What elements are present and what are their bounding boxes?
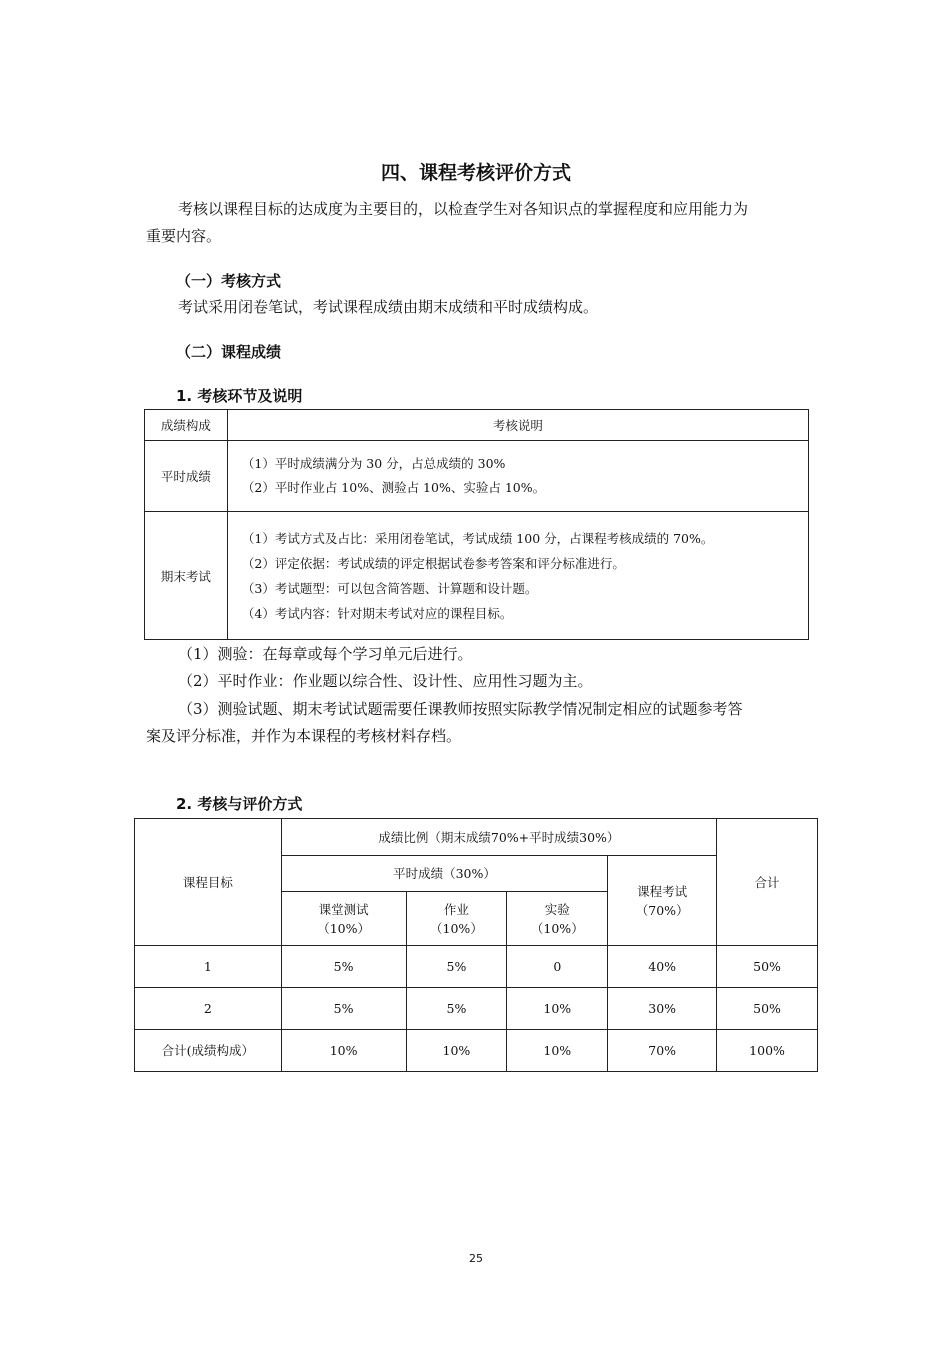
table-header-row bbox=[145, 410, 809, 441]
table-cell: 5% bbox=[281, 988, 406, 1030]
exam-header-line: 课程考试 bbox=[637, 883, 688, 899]
table-cell: 50% bbox=[717, 946, 818, 988]
header-line: 实验 bbox=[544, 901, 570, 917]
row-label: 期末考试 bbox=[145, 512, 228, 640]
table-cell: 100% bbox=[717, 1030, 818, 1072]
header-cell: 考核说明 bbox=[227, 410, 808, 441]
header-line: （10%） bbox=[430, 920, 483, 936]
homework-header bbox=[406, 892, 507, 946]
row-line: （2）评定依据：考试成绩的评定根据试卷参考答案和评分标准进行。 bbox=[241, 555, 625, 571]
note-3-continued: 案及评分标准，并作为本课程的考核材料存档。 bbox=[146, 727, 462, 745]
row-content bbox=[227, 441, 808, 512]
course-goal-header: 课程目标 bbox=[135, 819, 282, 946]
table-header-row bbox=[135, 819, 818, 856]
row-line: （2）平时作业占 10%、测验占 10%、实验占 10%。 bbox=[241, 480, 546, 495]
table-cell: 5% bbox=[406, 946, 507, 988]
row-line: （3）考试题型：可以包含简答题、计算题和设计题。 bbox=[241, 580, 538, 596]
table-cell: 0 bbox=[507, 946, 608, 988]
table-row bbox=[145, 512, 809, 640]
table-cell: 10% bbox=[507, 988, 608, 1030]
usual-grade-header: 平时成绩（30%） bbox=[281, 856, 608, 892]
evaluation-table bbox=[134, 818, 818, 1072]
table-row bbox=[135, 988, 818, 1030]
table-cell: 50% bbox=[717, 988, 818, 1030]
row-line: （1）平时成绩满分为 30 分，占总成绩的 30% bbox=[241, 456, 506, 471]
table-row bbox=[135, 946, 818, 988]
table-cell: 5% bbox=[281, 946, 406, 988]
table-cell: 1 bbox=[135, 946, 282, 988]
note-1: （1）测验：在每章或每个学习单元后进行。 bbox=[178, 645, 473, 663]
exam-header-line: （70%） bbox=[635, 902, 689, 918]
page-number: 25 bbox=[469, 1252, 483, 1265]
exam-header bbox=[608, 856, 717, 946]
intro-line-2: 重要内容。 bbox=[146, 227, 222, 245]
intro-line-1: 考核以课程目标的达成度为主要目的，以检查学生对各知识点的掌握程度和应用能力为 bbox=[178, 200, 749, 218]
quiz-header bbox=[281, 892, 406, 946]
sub1-heading: 1. 考核环节及说明 bbox=[176, 387, 303, 405]
header-line: （10%） bbox=[530, 920, 584, 936]
table-cell: 70% bbox=[608, 1030, 717, 1072]
table-row bbox=[145, 441, 809, 512]
table-cell: 30% bbox=[608, 988, 717, 1030]
table-cell: 10% bbox=[406, 1030, 507, 1072]
table-row bbox=[135, 1030, 818, 1072]
table-cell: 10% bbox=[507, 1030, 608, 1072]
row-line: （4）考试内容：针对期末考试对应的课程目标。 bbox=[241, 605, 513, 621]
table-cell: 5% bbox=[406, 988, 507, 1030]
table-cell: 合计(成绩构成） bbox=[135, 1030, 282, 1072]
note-2: （2）平时作业：作业题以综合性、设计性、应用性习题为主。 bbox=[178, 672, 593, 690]
header-cell: 成绩构成 bbox=[145, 410, 228, 441]
experiment-header bbox=[507, 892, 608, 946]
sub2-heading: 2. 考核与评价方式 bbox=[176, 795, 303, 813]
part2-heading: （二）课程成绩 bbox=[176, 343, 282, 361]
table-cell: 40% bbox=[608, 946, 717, 988]
row-content bbox=[227, 512, 808, 640]
row-label: 平时成绩 bbox=[145, 441, 228, 512]
table-cell: 10% bbox=[281, 1030, 406, 1072]
table-cell: 2 bbox=[135, 988, 282, 1030]
header-line: 课堂测试 bbox=[318, 901, 369, 917]
section-title: 四、课程考核评价方式 bbox=[380, 162, 571, 184]
row-line: （1）考试方式及占比：采用闭卷笔试，考试成绩 100 分，占课程考核成绩的 70%。 bbox=[241, 530, 714, 546]
ratio-header: 成绩比例（期末成绩70%+平时成绩30%） bbox=[281, 819, 716, 856]
assessment-table bbox=[144, 409, 809, 640]
part1-text: 考试采用闭卷笔试，考试课程成绩由期末成绩和平时成绩构成。 bbox=[178, 298, 599, 316]
note-3: （3）测验试题、期末考试试题需要任课教师按照实际教学情况制定相应的试题参考答 bbox=[178, 700, 743, 718]
header-line: （10%） bbox=[317, 920, 370, 936]
part1-heading: （一）考核方式 bbox=[176, 272, 282, 290]
header-line: 作业 bbox=[443, 901, 469, 917]
total-header: 合计 bbox=[717, 819, 818, 946]
